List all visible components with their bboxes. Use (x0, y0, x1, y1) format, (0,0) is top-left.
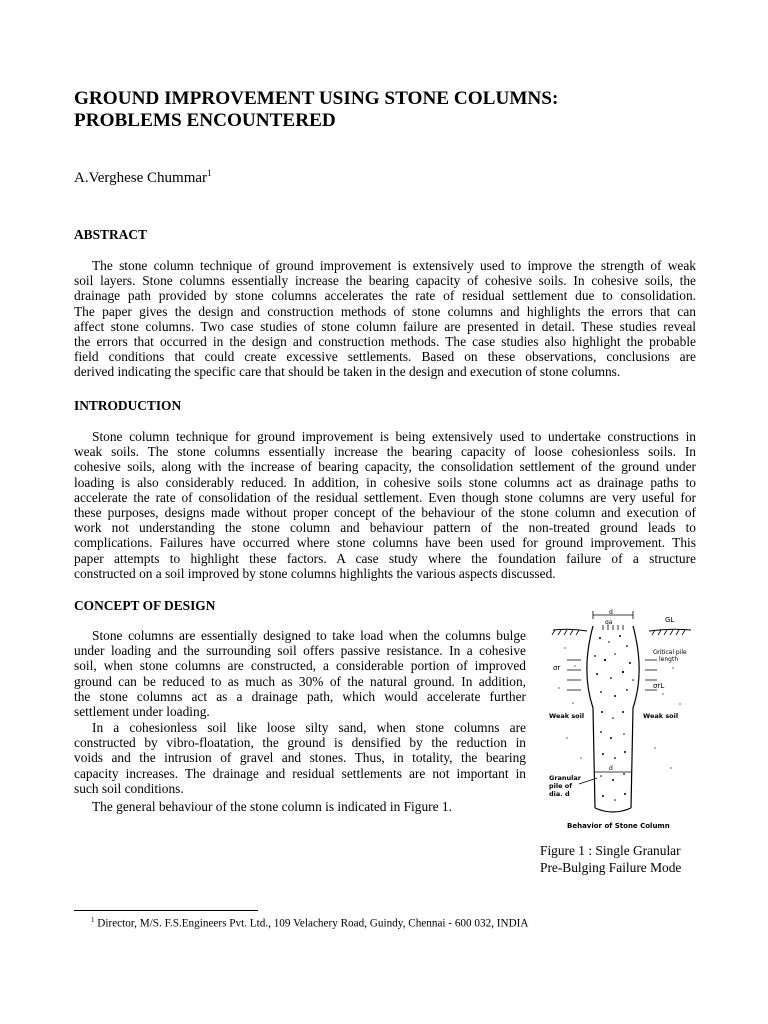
text-line: affect stone columns. Two case studies of stone column failure are presented in detail. These studies reveal (74, 318, 696, 334)
label-gl: GL (665, 616, 675, 624)
abstract-heading: ABSTRACT (74, 227, 147, 242)
introduction-heading: INTRODUCTION (74, 398, 182, 413)
label-qa: qa (605, 619, 613, 626)
text-line: soil layers. Stone columns essentially increase the bearing capacity of cohesive soils. In cohesive soils, the (74, 273, 696, 289)
column-bottom (595, 808, 631, 812)
label-granular-2: pile of (549, 782, 573, 790)
text-line: The stone column technique of ground improvement is extensively used to improve the strength of weak (92, 258, 696, 273)
text-line: work not understanding the stone column and behaviour pattern of the non-treated ground leads to (74, 520, 696, 536)
label-length: length (659, 656, 679, 663)
top-dimension-line (593, 611, 633, 619)
text-line: paper attempts to highlight these factors. A case study where the foundation failure of a structure (74, 550, 696, 566)
concept-paragraph-2 (74, 720, 526, 796)
author-footnote-mark: 1 (207, 168, 212, 178)
concept-paragraph-1 (74, 628, 526, 719)
text-line: capacity increases. The drainage and residual settlements are not important in (74, 765, 526, 781)
caption-line-2: Pre-Bulging Failure Mode (540, 860, 682, 875)
ground-line (553, 629, 691, 631)
text-line: derived indicating the specific care that should be taken in the design and execution of stone columns. (74, 364, 621, 380)
label-behavior: Behavior of Stone Column (567, 822, 670, 830)
label-d-bottom: d (609, 765, 613, 772)
footnote (91, 916, 528, 930)
text-line: these purposes, designs made without proper concept of the behaviour of the stone column and execution of (74, 504, 696, 520)
label-sigma-rl: σrL (653, 682, 665, 690)
text-line: accelerate the rate of consolidation of the residual settlement. Even though stone columns are very useful for (74, 489, 696, 505)
text-line: ground can be reduced to as much as 30% of the natural ground. In addition, (74, 673, 526, 689)
author (74, 168, 212, 187)
label-sigma-r: σr (553, 664, 561, 672)
text-line: under loading and the surrounding soil offers passive resistance. In a cohesive (74, 643, 526, 659)
footnote-mark: 1 (91, 916, 95, 924)
text-line: the stone columns act as a drainage path, which would accelerate further (74, 688, 526, 704)
text-line: weak soils. The stone columns essentially increase the bearing capacity of loose cohesionless soils. In (74, 444, 696, 460)
label-weak-soil-right: Weak soil (643, 712, 679, 720)
introduction-paragraph (74, 429, 696, 581)
text-line: Stone columns are essentially designed to take load when the columns bulge (92, 628, 526, 643)
text-line: field conditions that could create excessive settlements. Based on these observations, conclusions are (74, 349, 696, 365)
title-line-2: PROBLEMS ENCOUNTERED (74, 110, 336, 131)
ground-hatching (552, 630, 685, 635)
stone-column-figure (545, 608, 695, 834)
text-line: settlement under loading. (74, 703, 210, 719)
text-line: The paper gives the design and construction methods of stone columns and highlights the errors that can (74, 303, 696, 319)
label-weak-soil-left: Weak soil (549, 712, 585, 720)
concept-paragraph-3 (74, 799, 526, 814)
footnote-text: Director, M/S. F.S.Engineers Pvt. Ltd., 109 Velachery Road, Guindy, Chennai - 600 032, INDIA (97, 917, 529, 930)
concept-heading: CONCEPT OF DESIGN (74, 598, 216, 613)
soil-stipple (558, 647, 680, 768)
text-line: such soil conditions. (74, 780, 184, 796)
caption-line-1: Figure 1 : Single Granular (540, 843, 681, 858)
author-name: A.Verghese Chummar (74, 170, 208, 186)
label-granular-1: Granular (549, 774, 582, 782)
text-line: In a cohesionless soil like loose silty sand, when stone columns are (92, 720, 526, 735)
title-line-1: GROUND IMPROVEMENT USING STONE COLUMNS: (74, 88, 559, 109)
text-line: The general behaviour of the stone column is indicated in Figure 1. (92, 799, 452, 814)
label-d-top: d (609, 609, 613, 616)
text-line: complications. Failures have occurred where stone columns have been used for ground improvement. This (74, 535, 696, 551)
text-line: drainage path provided by stone columns accelerates the rate of residual settlement due to consolidation. (74, 288, 696, 304)
text-line: voids and the intrusion of gravel and stones. Thus, in totality, the bearing (74, 750, 526, 766)
column-gravel (594, 635, 634, 801)
text-line: constructed by vibro-floatation, the ground is densified by the reduction in (74, 735, 526, 751)
paper-title (74, 88, 694, 132)
lateral-arrows-left (567, 660, 581, 690)
text-line: cohesive soils, along with the increase of bearing capacity, the consolidation settlement of the ground under (74, 459, 696, 475)
text-line: Stone column technique for ground improvement is being extensively used to undertake constructions in (92, 429, 696, 444)
abstract-paragraph (74, 258, 696, 380)
figure-caption (540, 842, 681, 876)
text-line: loading is also considerably reduced. In addition, in cohesive soils stone columns act as drainage paths to (74, 474, 696, 490)
text-line: soil, when stone columns are constructed, a considerable portion of improved (74, 658, 526, 674)
label-critical: Critical pile (653, 649, 687, 656)
label-granular-3: dia. d (549, 790, 570, 798)
text-line: constructed on a soil improved by stone columns highlights the various aspects discussed. (74, 565, 556, 581)
footnote-rule (74, 910, 258, 911)
text-line: the errors that occurred in the design and construction methods. The case studies also highlight the probable (74, 333, 696, 349)
